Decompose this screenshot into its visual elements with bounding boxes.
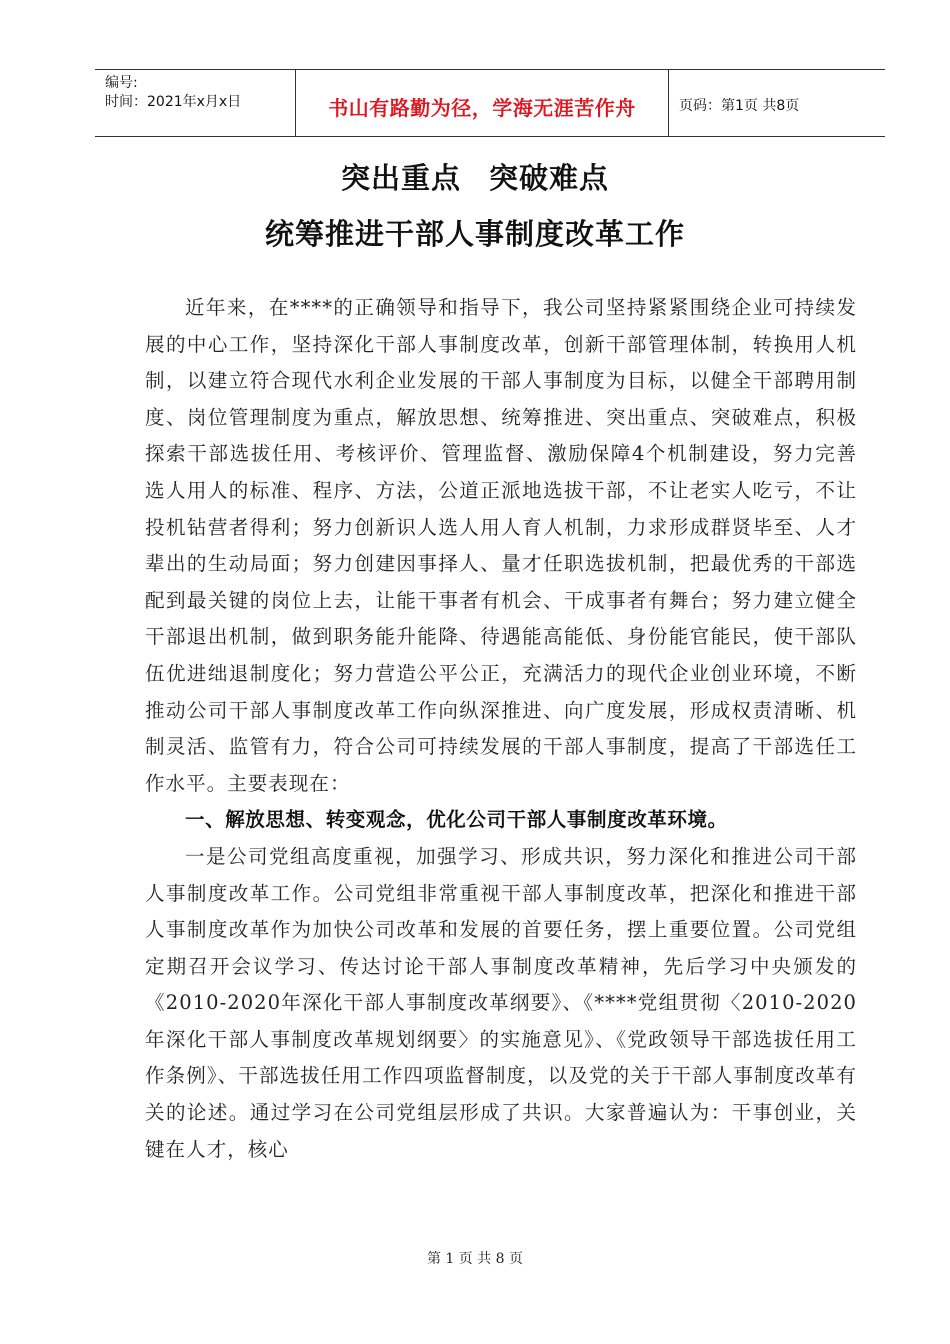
document-title-line-2: 统筹推进干部人事制度改革工作: [264, 217, 685, 251]
title-part-2: 突破难点: [489, 161, 610, 195]
paragraph-intro: 近年来，在****的正确领导和指导下，我公司坚持紧紧围绕企业可持续发展的中心工作，坚持深化干部人事制度改革，创新干部管理体制，转换用人机制，以建立符合现代水利企业发展的干部人事制度为目标，以健全干部聘用制度、岗位管理制度为重点，解放思想、统筹推进、突出重点、突破难点，积极探索干部选拔任用、考核评价、管理监督、激励保障4个机制建设，努力完善选人用人的标准、程序、方法，公道正派地选拔干部，不让老实人吃亏，不让投机钻营者得利；努力创新识人选人用人育人机制，力求形成群贤毕至、人才辈出的生动局面；努力创建因事择人、量才任职选拔机制，把最优秀的干部选配到最关键的岗位上去，让能干事者有机会、干成事者有舞台；努力建立健全干部退出机制，做到职务能升能降、待遇能高能低、身份能官能民，使干部队伍优进绌退制度化；努力营造公平公正，充满活力的现代企业创业环境，不断推动公司干部人事制度改革工作向纵深推进、向广度发展，形成权责清晰、机制灵活、监管有力，符合公司可持续发展的干部人事制度，提高了干部选任工作水平。主要表现在：: [145, 296, 857, 795]
time-label: 时间：2021年x月x日: [105, 94, 242, 110]
title-part-1: 突出重点: [340, 161, 461, 195]
document-title-line-1: [0, 156, 950, 197]
header-info-cell: [95, 70, 296, 136]
number-label: 编号:: [105, 75, 138, 91]
section-heading-1: 一、解放思想、转变观念，优化公司干部人事制度改革环境。: [185, 808, 728, 832]
paragraph-1: 一是公司党组高度重视，加强学习、形成共识，努力深化和推进公司干部人事制度改革工作。公司党组非常重视干部人事制度改革，把深化和推进干部人事制度改革作为加快公司改革和发展的首要任务，摆上重要位置。公司党组定期召开会议学习、传达讨论干部人事制度改革精神，先后学习中央颁发的《2010-2020年深化干部人事制度改革纲要》、《****党组贯彻〈2010-2020年深化干部人事制度改革规划纲要〉的实施意见》、《党政领导干部选拔任用工作条例》、干部选拔任用工作四项监督制度，以及党的关于干部人事制度改革有关的论述。通过学习在公司党组层形成了共识。大家普遍认为：干事创业，关键在人才，核心: [145, 844, 857, 1161]
header-table: [95, 69, 885, 137]
header-motto-cell: [296, 70, 669, 136]
motto-text: 书山有路勤为径，学海无涯苦作舟: [328, 96, 636, 120]
page-footer: 第 1 页 共 8 页: [426, 1251, 524, 1267]
document-body: [145, 290, 857, 1168]
page-label: 页码：第1页 共8页: [679, 98, 800, 114]
header-page-cell: [669, 70, 885, 136]
